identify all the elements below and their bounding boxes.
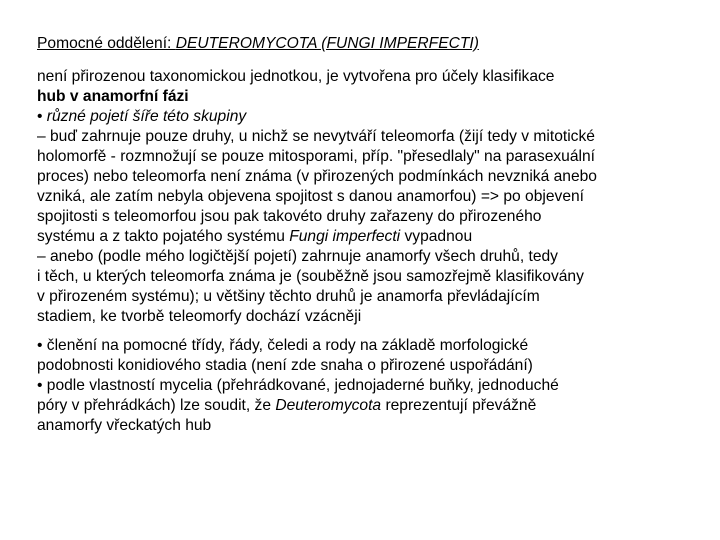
text-line-deuteromycota <box>37 396 697 416</box>
slide-content <box>37 34 697 436</box>
bullet-marker: • <box>37 108 47 125</box>
title-prefix: Pomocné oddělení: <box>37 35 176 52</box>
text-line: • členění na pomocné třídy, řády, čeledi a rody na základě morfologické <box>37 337 529 354</box>
intro-line-1: není přirozenou taxonomickou jednotkou, je vytvořena pro účely klasifikace <box>37 68 555 85</box>
text-line: holomorfě - rozmnožují se pouze mitosporami, příp. "přesedlaly" na parasexuální <box>37 148 595 165</box>
text-line: proces) nebo teleomorfa není známa (v přirozených podmínkách nevzniká anebo <box>37 168 597 185</box>
text-line: v přirozeném systému); u většiny těchto druhů je anamorfa převládajícím <box>37 288 540 305</box>
text-line: – anebo (podle mého logičtější pojetí) zahrnuje anamorfy všech druhů, tedy <box>37 248 558 265</box>
slide-title <box>37 34 697 54</box>
text-line: vzniká, ale zatím nebyla objevena spojitost s danou anamorfou) => po objevení <box>37 188 584 205</box>
text-line: • podle vlastností mycelia (přehrádkované, jednojaderné buňky, jednoduché <box>37 377 559 394</box>
bullet-heading-text: různé pojetí šíře této skupiny <box>46 108 247 125</box>
text-line: podobnosti konidiového stadia (není zde snaha o přirozené uspořádání) <box>37 357 533 374</box>
text-fragment: póry v přehrádkách) lze soudit, že <box>37 397 276 414</box>
text-line: i těch, u kterých teleomorfa známa je (souběžně jsou samozřejmě klasifikovány <box>37 268 584 285</box>
taxon-name: Fungi imperfecti <box>289 228 401 245</box>
text-line: – buď zahrnuje pouze druhy, u nichž se nevytváří teleomorfa (žijí tedy v mitotické <box>37 128 595 145</box>
taxon-name: Deuteromycota <box>275 397 382 414</box>
text-fragment: reprezentují převážně <box>381 397 537 414</box>
intro-line-2: hub v anamorfní fázi <box>37 88 189 105</box>
text-line: anamorfy vřeckatých hub <box>37 417 212 434</box>
text-line: spojitosti s teleomorfou jsou pak takovéto druhy zařazeny do přirozeného <box>37 208 542 225</box>
bullet-heading <box>37 107 697 127</box>
text-line: stadiem, ke tvorbě teleomorfy dochází vzácněji <box>37 308 362 325</box>
text-line-fungi-imperfecti <box>37 227 697 247</box>
text-fragment: vypadnou <box>400 228 473 245</box>
text-fragment: systému a z takto pojatého systému <box>37 228 290 245</box>
title-taxon: DEUTEROMYCOTA (FUNGI IMPERFECTI) <box>175 35 479 52</box>
paragraph-gap <box>37 327 697 336</box>
